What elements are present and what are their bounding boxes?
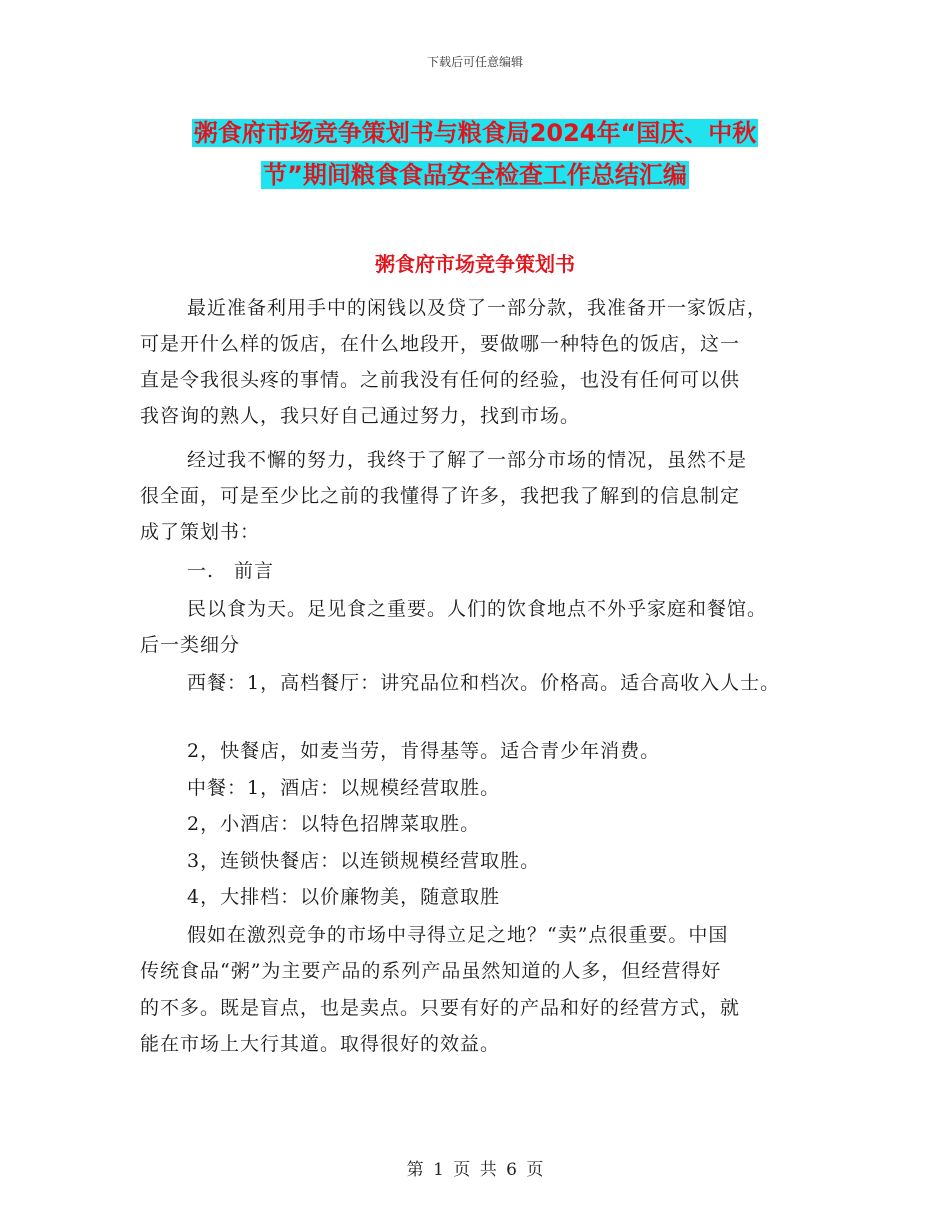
- document-title-line-1: [0, 112, 950, 154]
- body-line: 中餐：1，酒店：以规模经营取胜。: [187, 777, 501, 799]
- body-line: 的不多。既是盲点，也是卖点。只要有好的产品和好的经营方式，就: [140, 997, 741, 1019]
- header-note: 下载后可任意编辑: [426, 55, 523, 69]
- body-line: 很全面，可是至少比之前的我懂得了许多，我把我了解到的信息制定: [140, 485, 741, 507]
- document-title-text-2: 节”期间粮食食品安全检查工作总结汇编: [263, 161, 687, 189]
- document-title-line-2: [0, 154, 950, 196]
- body-line: 一. 前言: [187, 560, 275, 582]
- body-line: 2，小酒店：以特色招牌菜取胜。: [187, 813, 481, 835]
- body-line: 西餐：1，高档餐厅：讲究品位和档次。价格高。适合高收入人士。: [187, 672, 781, 694]
- body-line: 能在市场上大行其道。取得很好的效益。: [140, 1033, 501, 1055]
- body-line: 假如在激烈竞争的市场中寻得立足之地？“卖”点很重要。中国: [187, 924, 729, 946]
- body-line: 成了策划书：: [140, 521, 261, 543]
- body-line: 可是开什么样的饭店，在什么地段开，要做哪一种特色的饭店，这一: [140, 333, 741, 355]
- body-line: 传统食品“粥”为主要产品的系列产品虽然知道的人多，但经营得好: [140, 960, 722, 982]
- body-line: 后一类细分: [140, 634, 241, 656]
- body-line: 直是令我很头疼的事情。之前我没有任何的经验，也没有任何可以供: [140, 369, 741, 391]
- body-line: 我咨询的熟人，我只好自己通过努力，找到市场。: [140, 405, 581, 427]
- body-line: 民以食为天。足见食之重要。人们的饮食地点不外乎家庭和餐馆。: [187, 598, 768, 620]
- document-title-text-1: 粥食府市场竞争策划书与粮食局2024年“国庆、中秋: [193, 119, 757, 147]
- section-title: 粥食府市场竞争策划书: [375, 252, 575, 276]
- body-line: 最近准备利用手中的闲钱以及贷了一部分款，我准备开一家饭店，: [187, 297, 768, 319]
- body-line: 经过我不懈的努力，我终于了解了一部分市场的情况，虽然不是: [187, 449, 748, 471]
- body-line: 3，连锁快餐店：以连锁规模经营取胜。: [187, 850, 541, 872]
- page-footer: 第 1 页 共 6 页: [406, 1160, 544, 1180]
- body-line: 2，快餐店，如麦当劳，肯得基等。适合青少年消费。: [187, 740, 661, 762]
- body-line: 4，大排档：以价廉物美，随意取胜: [187, 886, 501, 908]
